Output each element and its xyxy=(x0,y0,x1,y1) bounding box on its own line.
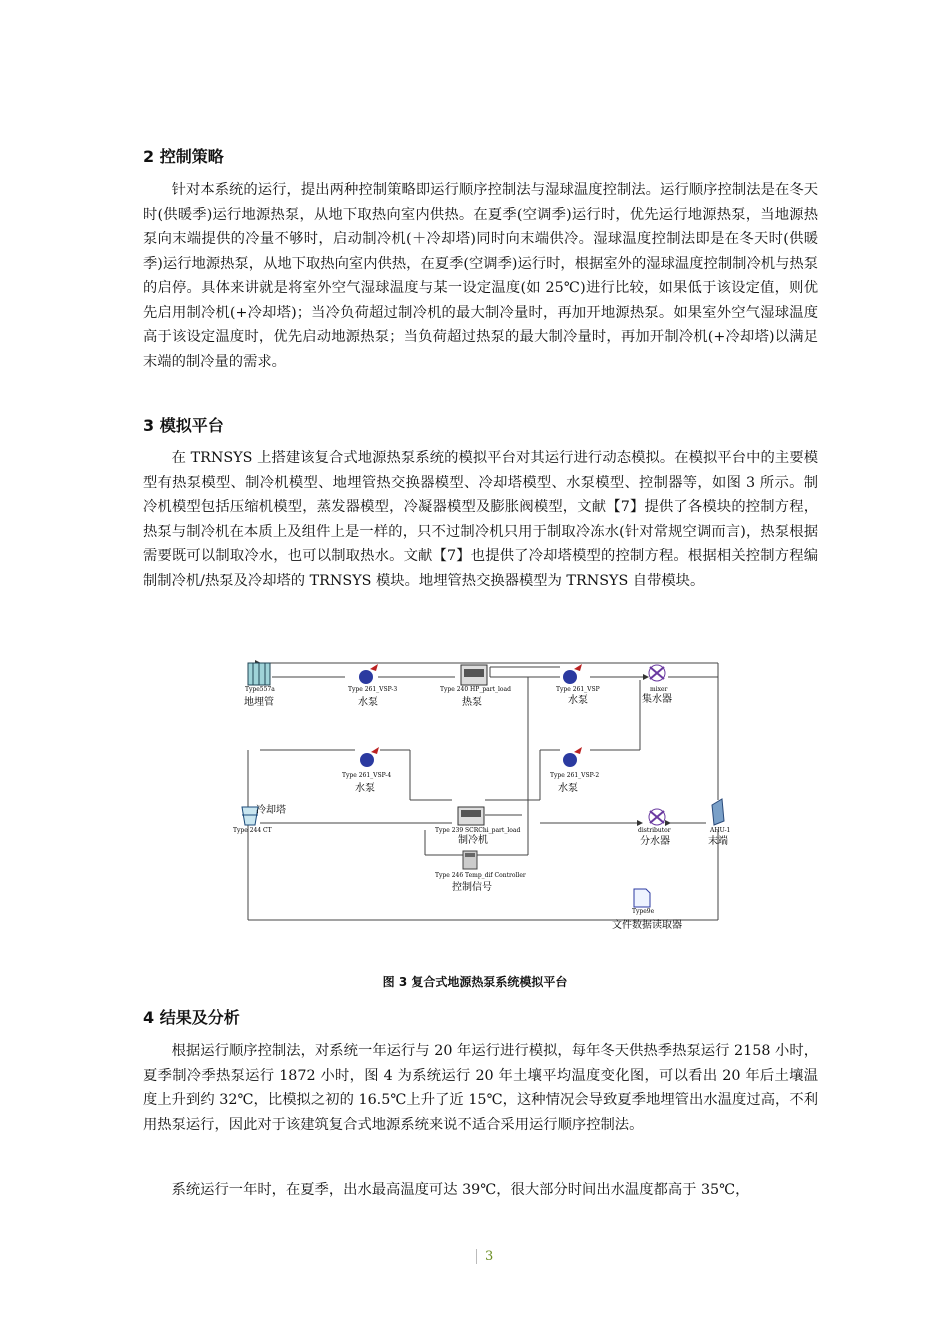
mixer-label: 集水器 xyxy=(642,694,672,705)
section-3-heading: 3 模拟平台 xyxy=(143,416,224,435)
section-4-paragraph-1: 根据运行顺序控制法，对系统一年运行与 20 年运行进行模拟，每年冬天供热季热泵运行 2158 小时，夏季制冷季热泵运行 1872 小时，图 4 为系统运行 20 年土壤平均温度变化图，可以看出 20 年后土壤温度上升到约 32℃，比模拟之初的 16.5℃上升了近 15℃，这种情况会导致夏季地埋管出水温度过高，不利用热泵运行，因此对于该建筑复合式地源系统来说不适合采用运行顺序控制法。 xyxy=(143,1043,818,1133)
pump-icon xyxy=(360,747,379,767)
pump-icon xyxy=(563,747,582,767)
ahu-icon xyxy=(712,799,724,825)
section-2-paragraph: 针对本系统的运行，提出两种控制策略即运行顺序控制法与湿球温度控制法。运行顺序控制法是在冬天时(供暖季)运行地源热泵，从地下取热向室内供热。在夏季(空调季)运行时，优先运行地源热泵，当地源热泵向末端提供的冷量不够时，启动制冷机(＋冷却塔)同时向末端供冷。湿球温度控制法即是在冬天时(供暖季)运行地源热泵，从地下取热向室内供热，在夏季(空调季)运行时，根据室外的湿球温度控制制冷机与热泵的启停。具体来讲就是将室外空气湿球温度与某一设定温度(如 25℃)进行比较，如果低于该设定值，则优先启用制冷机(+冷却塔)；当冷负荷超过制冷机的最大制冷量时，再加开地源热泵。如果室外空气湿球温度高于该设定温度时，优先启动地源热泵；当负荷超过热泵的最大制冷量时，再加开制冷机(+冷却塔)以满足末端的制冷量的需求。 xyxy=(143,182,818,370)
section-4-heading: 4 结果及分析 xyxy=(143,1008,240,1027)
pump3-type: Type 261_VSP-4 xyxy=(342,772,392,779)
pump4-type: Type 261_VSP-2 xyxy=(550,772,600,779)
pump-icon xyxy=(359,664,378,684)
ground-type: Type557a xyxy=(245,686,275,693)
section-4-paragraph-2: 系统运行一年时，在夏季，出水最高温度可达 39℃，很大部分时间出水温度都高于 35℃， xyxy=(171,1182,750,1198)
distributor-label: 分水器 xyxy=(640,836,670,847)
ct-label: 冷却塔 xyxy=(256,805,286,816)
ground-heat-exchanger-icon xyxy=(248,663,270,685)
hp-type: Type 240 HP_part_load xyxy=(440,686,511,693)
distributor-type: distributor xyxy=(638,827,671,834)
page-number: 3 xyxy=(476,1249,493,1264)
reader-type: Type9e xyxy=(632,908,655,915)
pump3-label: 水泵 xyxy=(355,783,375,794)
figure-caption: 图 3 复合式地源热泵系统模拟平台 xyxy=(382,975,568,989)
controller-icon xyxy=(463,851,477,869)
mixer-icon xyxy=(649,665,665,681)
section-3-paragraph: 在 TRNSYS 上搭建该复合式地源热泵系统的模拟平台对其运行进行动态模拟。在模拟平台中的主要模型有热泵模型、制冷机模型、地埋管热交换器模型、冷却塔模型、水泵模型、控制器等，如图 3 所示。制冷机模型包括压缩机模型，蒸发器模型，冷凝器模型及膨胀阀模型，文献【7】提供了各模块的控制方程，热泵与制冷机在本质上及组件上是一样的，只不过制冷机只用于制取冷冻水(针对常规空调而言)，热泵根据需要既可以制取冷水，也可以制取热水。文献【7】也提供了冷却塔模型的控制方程。根据相关控制方程编制制冷机/热泵及冷却塔的 TRNSYS 模块。地埋管热交换器模型为 TRNSYS 自带模块。 xyxy=(143,450,818,589)
chiller-icon xyxy=(458,807,484,825)
ahu-type: AHU-1 xyxy=(710,827,730,834)
ct-type: Type 244 CT xyxy=(233,827,272,834)
mixer-type: mixer xyxy=(650,686,668,693)
pump2-type: Type 261_VSP xyxy=(556,686,600,693)
pump-icon xyxy=(563,664,582,684)
controller-type: Type 246 Temp_dif Controller xyxy=(435,872,526,879)
section-2-heading: 2 控制策略 xyxy=(143,147,224,166)
controller-label: 控制信号 xyxy=(452,882,492,893)
hp-label: 热泵 xyxy=(462,697,482,708)
reader-label: 文件数据读取器 xyxy=(612,920,682,931)
ground-label: 地埋管 xyxy=(244,697,274,708)
pump2-label: 水泵 xyxy=(568,695,588,706)
chiller-type: Type 239 SCRChi_part_load xyxy=(435,827,521,834)
distributor-icon xyxy=(649,809,665,825)
pump1-label: 水泵 xyxy=(358,697,378,708)
trnsys-diagram xyxy=(230,655,730,935)
file-reader-icon xyxy=(634,889,650,907)
ahu-label: 末端 xyxy=(708,836,728,847)
heat-pump-icon xyxy=(461,665,487,685)
pump1-type: Type 261_VSP-3 xyxy=(348,686,398,693)
pump4-label: 水泵 xyxy=(558,783,578,794)
chiller-label: 制冷机 xyxy=(458,835,488,846)
